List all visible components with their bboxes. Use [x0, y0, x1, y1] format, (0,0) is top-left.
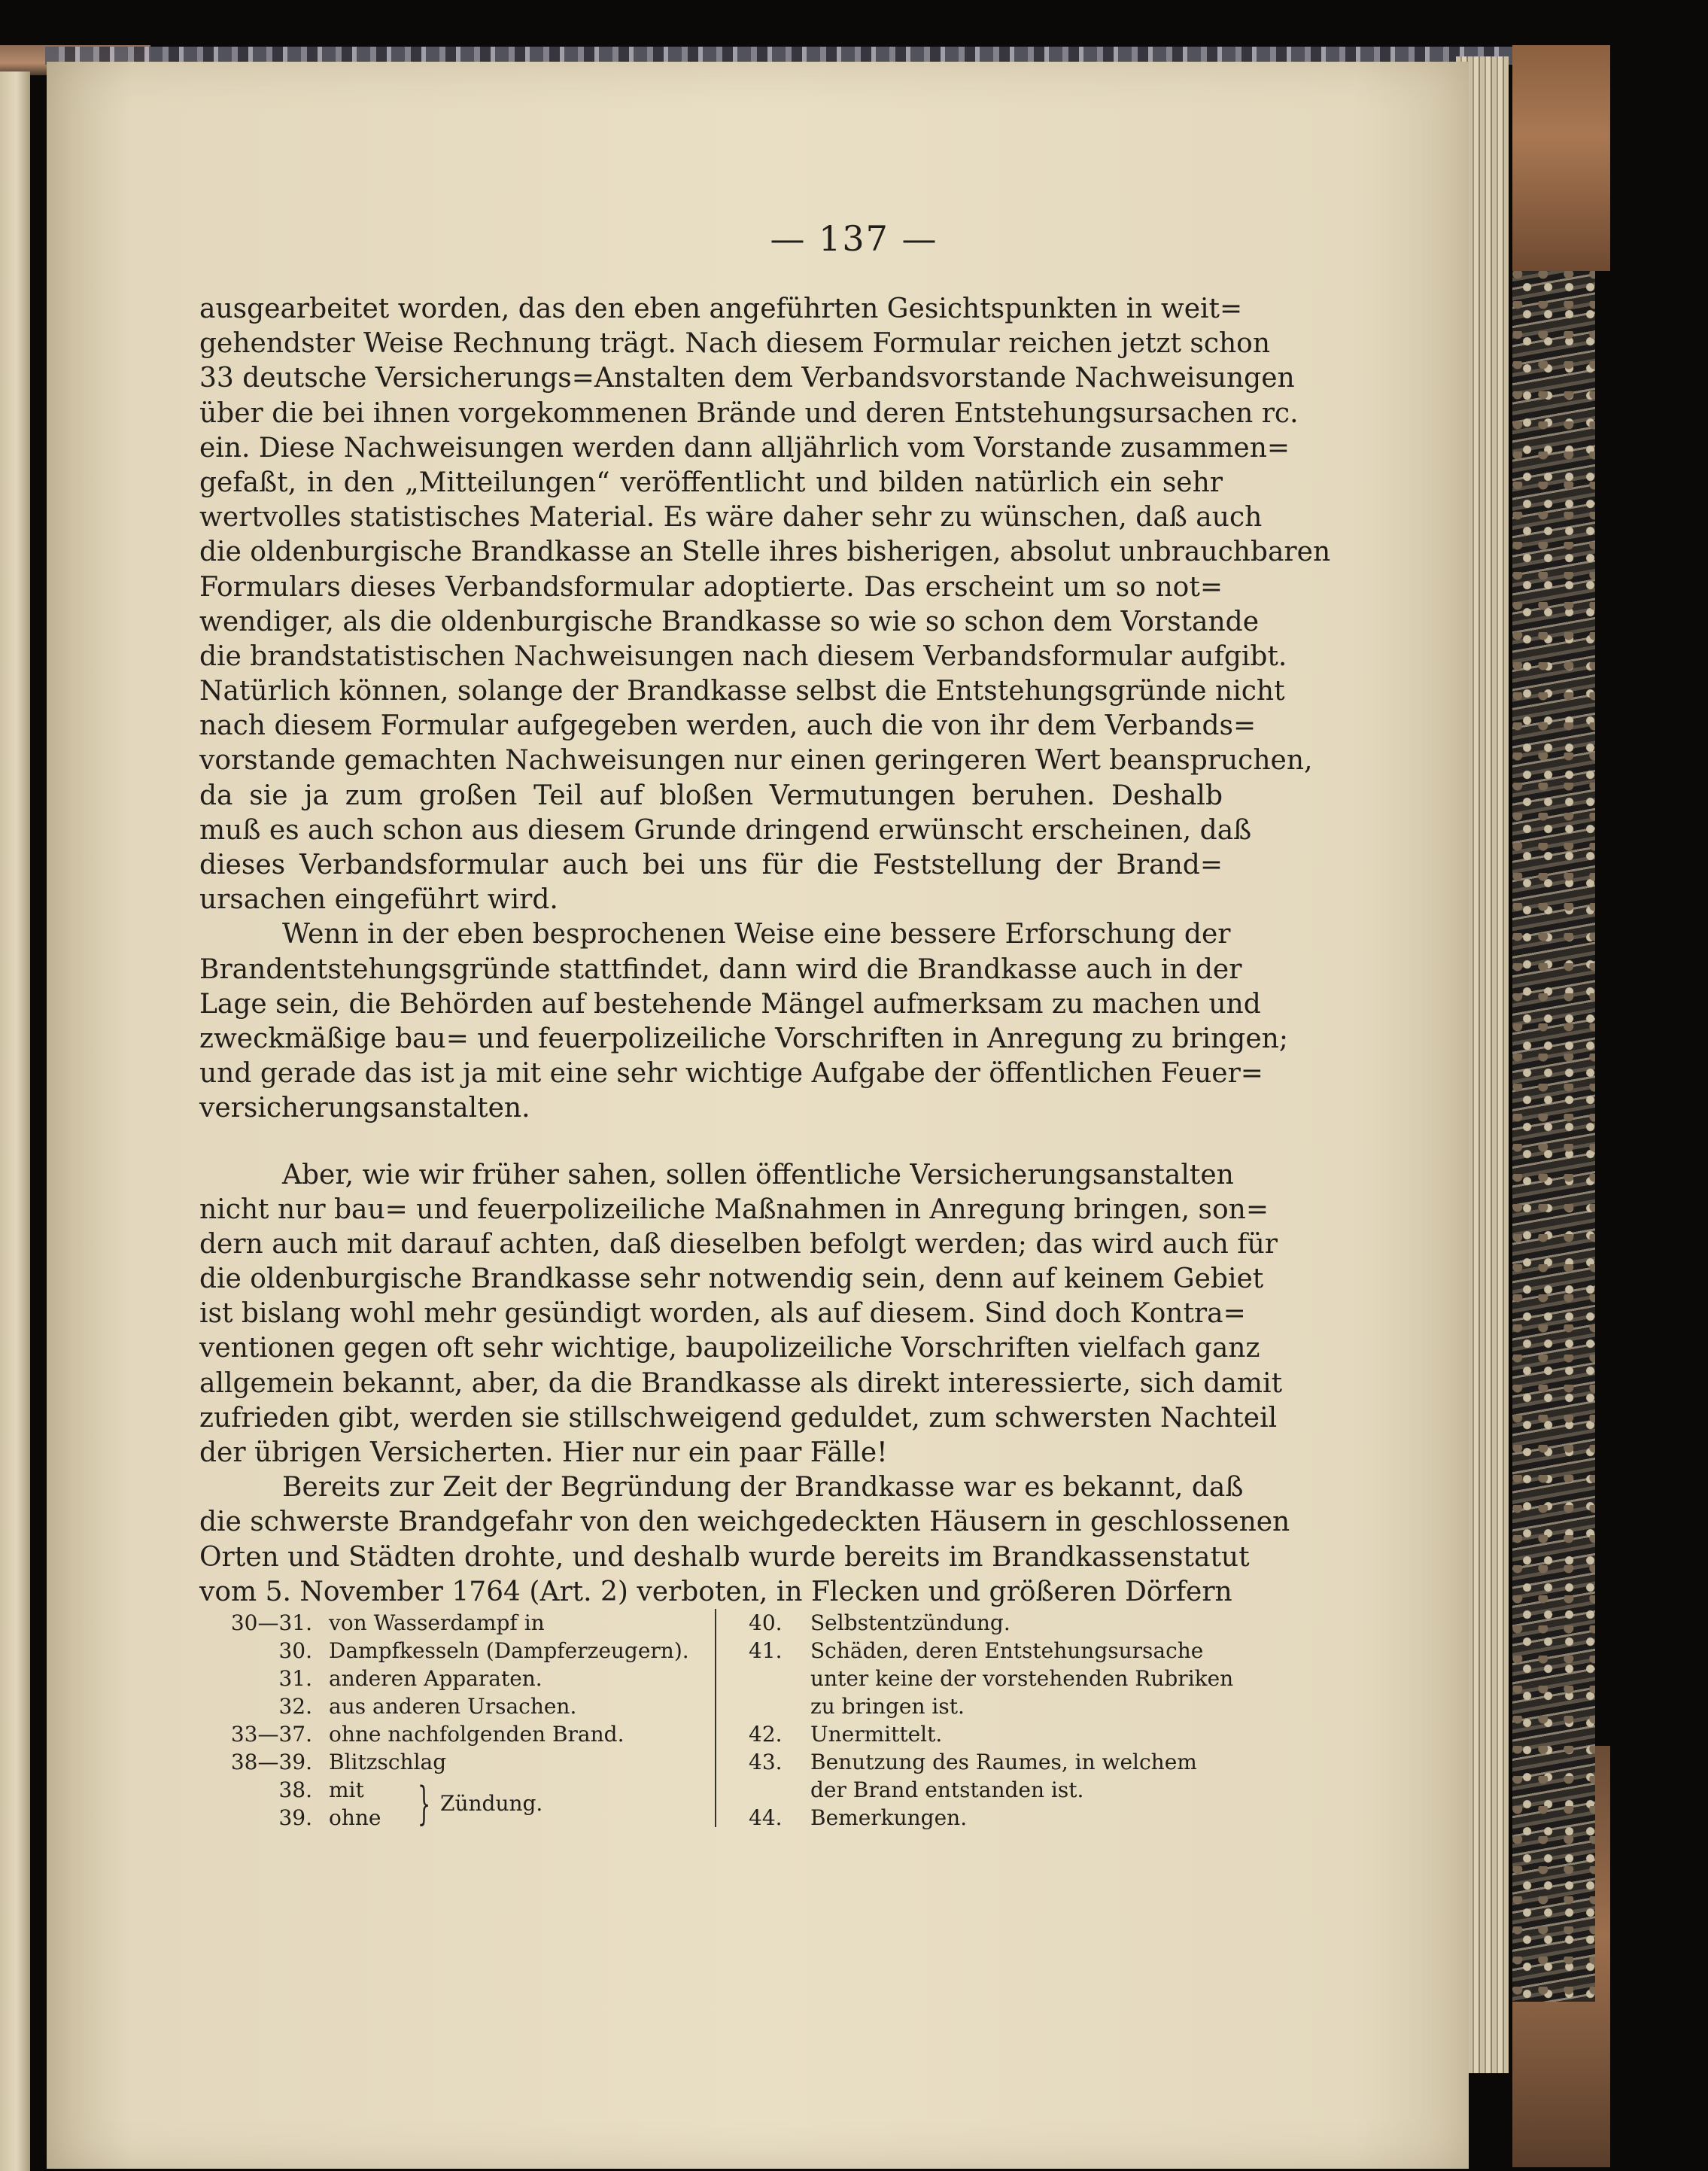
footnote-number: 44. [749, 1805, 783, 1830]
footnote-number: 38. [278, 1777, 312, 1802]
footnote-column-divider [715, 1609, 716, 1827]
footnote-row [199, 1720, 711, 1748]
text-line: wertvolles statistisches Material. Es wäre daher sehr zu wünschen, daß auch [199, 502, 1263, 534]
footnotes-right-column [749, 1609, 1234, 1832]
brace-label: Zündung. [440, 1791, 543, 1816]
text-line: dern auch mit darauf achten, daß dieselben befolgt werden; das wird auch für [199, 1228, 1278, 1260]
footnote-text: Schäden, deren Entstehungsursache [810, 1638, 1204, 1663]
footnote-text: von Wasserdampf in [329, 1610, 545, 1635]
footnote-row [199, 1748, 711, 1776]
footnote-row [749, 1804, 1230, 1832]
text-line: Wenn in der eben besprochenen Weise eine bessere Erforschung der [282, 919, 1231, 950]
text-line: gefaßt, in den „Mitteilungen“ veröffentlicht und bilden natürlich ein sehr [199, 467, 1223, 498]
footnote-text: Selbstentzündung. [810, 1610, 1011, 1635]
text-line: dieses Verbandsformular auch bei uns für die Feststellung der Brand= [199, 850, 1223, 880]
footnote-number: 42. [749, 1722, 783, 1747]
footnote-text: Dampfkesseln (Dampferzeugern). [329, 1638, 689, 1663]
footnote-row-continuation [749, 1665, 1234, 1692]
text-line: Natürlich können, solange der Brandkasse selbst die Entstehungsgründe nicht [199, 676, 1285, 707]
footnote-number: 30—31. [230, 1610, 312, 1635]
text-line: ist bislang wohl mehr gesündigt worden, als auf diesem. Sind doch Kontra= [199, 1298, 1246, 1330]
text-line: Lage sein, die Behörden auf bestehende Mängel aufmerksam zu machen und [199, 988, 1261, 1020]
footnote-number: 33—37. [230, 1722, 312, 1747]
text-line: Brandentstehungsgründe stattfindet, dann wird die Brandkasse auch in der [199, 953, 1242, 985]
footnote-number: 43. [749, 1750, 783, 1774]
text-line: Bereits zur Zeit der Begründung der Brandkasse war es bekannt, daß [282, 1472, 1244, 1504]
text-line: über die bei ihnen vorgekommenen Brände und deren Entstehungsursachen rc. [199, 397, 1299, 429]
footnote-row [199, 1692, 711, 1720]
text-line: gehendster Weise Rechnung trägt. Nach diesem Formular reichen jetzt schon [199, 328, 1271, 360]
text-line: der übrigen Versicherten. Hier nur ein paar Fälle! [199, 1437, 888, 1468]
text-line: muß es auch schon aus diesem Grunde dringend erwünscht erscheinen, daß [199, 814, 1252, 846]
text-line: Aber, wie wir früher sahen, sollen öffentliche Versicherungsanstalten [282, 1159, 1234, 1190]
text-line: ursachen eingeführt wird. [199, 884, 558, 916]
footnote-number: 39. [278, 1805, 312, 1830]
left-page-edge [0, 71, 30, 2171]
text-line: die brandstatistischen Nachweisungen nach diesem Verbandsformular aufgibt. [199, 640, 1287, 672]
footnotes [199, 1609, 1234, 1835]
text-line: zweckmäßige bau= und feuerpolizeiliche Vorschriften in Anregung zu bringen; [199, 1023, 1288, 1054]
page-number: — 137 — [770, 218, 938, 259]
footnote-row [199, 1609, 711, 1637]
footnote-number: 41. [749, 1638, 783, 1663]
text-line: vom 5. November 1764 (Art. 2) verboten, in Flecken und größeren Dörfern [199, 1576, 1232, 1607]
text-line: 33 deutsche Versicherungs=Anstalten dem Verbandsvorstande Nachweisungen [199, 363, 1295, 394]
footnote-text: unter keine der vorstehenden Rubriken [810, 1666, 1234, 1691]
text-line: nicht nur bau= und feuerpolizeiliche Maßnahmen in Anregung bringen, son= [199, 1193, 1269, 1225]
text-line: wendiger, als die oldenburgische Brandkasse so wie so schon dem Vorstande [199, 606, 1260, 637]
footnote-text: Bemerkungen. [810, 1805, 968, 1830]
footnote-text: Unermittelt. [810, 1722, 943, 1747]
text-line: versicherungsanstalten. [199, 1093, 530, 1124]
text-line: ausgearbeitet worden, das den eben angeführten Gesichtspunkten in weit= [199, 293, 1243, 324]
footnote-text: Blitzschlag [329, 1750, 447, 1774]
footnote-text: ohne [329, 1805, 381, 1830]
footnote-row-continuation [749, 1776, 1230, 1804]
text-line: allgemein bekannt, aber, da die Brandkasse als direkt interessierte, sich damit [199, 1367, 1283, 1399]
footnote-row [749, 1748, 1230, 1776]
footnote-number: 30. [278, 1638, 312, 1663]
text-line: ein. Diese Nachweisungen werden dann alljährlich vom Vorstande zusammen= [199, 432, 1290, 464]
footnote-row [749, 1637, 1230, 1665]
footnote-row [199, 1637, 711, 1665]
footnote-row-continuation [749, 1692, 1230, 1720]
brace-glyph: } [418, 1777, 431, 1830]
footnote-number: 31. [278, 1666, 312, 1691]
paragraph [199, 292, 1331, 917]
footnote-number: 32. [278, 1694, 312, 1719]
text-line: vorstande gemachten Nachweisungen nur einen geringeren Wert beanspruchen, [199, 745, 1313, 777]
text-line: Orten und Städten drohte, und deshalb wurde bereits im Brandkassenstatut [199, 1541, 1250, 1573]
paragraph [199, 1158, 1283, 1471]
text-line: die oldenburgische Brandkasse an Stelle ihres bisherigen, absolut unbrauchbaren [199, 537, 1331, 568]
footnote-text: ohne nachfolgenden Brand. [329, 1722, 625, 1747]
footnote-number: 38—39. [230, 1750, 312, 1774]
text-line: nach diesem Formular aufgegeben werden, auch die von ihr dem Verbands= [199, 710, 1257, 742]
footnote-row [749, 1720, 1230, 1748]
paragraph-gap [199, 1127, 1223, 1158]
paragraph [199, 917, 1288, 1126]
text-line: die oldenburgische Brandkasse sehr notwendig sein, denn auf keinem Gebiet [199, 1263, 1264, 1295]
footnotes-left-column [199, 1609, 711, 1832]
footnote-row [199, 1665, 711, 1692]
text-line: da sie ja zum großen Teil auf bloßen Vermutungen beruhen. Deshalb [199, 780, 1223, 811]
footnote-text: Benutzung des Raumes, in welchem [810, 1750, 1197, 1774]
text-line: ventionen gegen oft sehr wichtige, baupolizeiliche Vorschriften vielfach ganz [199, 1333, 1260, 1364]
text-line: die schwerste Brandgefahr von den weichgedeckten Häusern in geschlossenen [199, 1507, 1290, 1538]
footnote-text: aus anderen Ursachen. [329, 1694, 577, 1719]
body-text [199, 292, 1331, 1610]
text-line: und gerade das ist ja mit eine sehr wichtige Aufgabe der öffentlichen Feuer= [199, 1058, 1263, 1090]
footnote-row [749, 1609, 1230, 1637]
footnote-text: zu bringen ist. [810, 1694, 965, 1719]
paragraph [199, 1470, 1290, 1610]
marbled-cover-edge [1512, 271, 1595, 2002]
text-line: zufrieden gibt, werden sie stillschweigend geduldet, zum schwersten Nachteil [199, 1402, 1278, 1434]
footnote-text: mit [329, 1777, 364, 1802]
footnote-number: 40. [749, 1610, 783, 1635]
text-line: Formulars dieses Verbandsformular adoptierte. Das erscheint um so not= [199, 571, 1223, 603]
footnote-text: anderen Apparaten. [329, 1666, 542, 1691]
footnote-text: der Brand entstanden ist. [810, 1777, 1084, 1802]
